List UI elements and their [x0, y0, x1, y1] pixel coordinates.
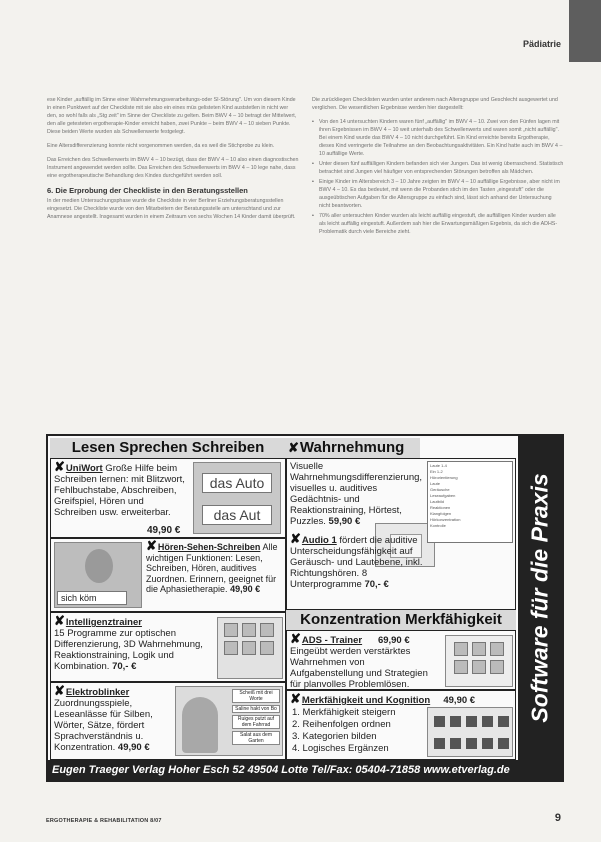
face-shape: [85, 549, 113, 583]
ad-header-lesen: Lesen Sprechen Schreiben: [50, 438, 286, 458]
speech-bubble: Scheiß mit drei Worte: [232, 689, 280, 703]
journal-footer: ERGOTHERAPIE & REHABILITATION 8/07: [46, 818, 162, 824]
article-paragraph: Das Erreichen des Schwellenwerts im BWV 4 – 10 bezügt, dass der BWV 4 – 10 also einen diagnostischen Instrument angewendet werden sollte. Das Erreichen des Schwellenwerts im BWV 4 – 10 lege nahe, dass eine ergotherapeutische Behandlung des Kindes durchgeführt werden soll.: [47, 157, 299, 179]
product-ads-trainer: [286, 630, 516, 690]
child-photo-thumbnail: [175, 686, 283, 756]
article-right-column: [312, 96, 564, 238]
word-card: das Aut: [202, 505, 272, 525]
vertical-banner: [518, 436, 562, 760]
product-title: Intelligenztrainer: [65, 617, 142, 628]
product-description: 15 Programme zur optischen Differenzierung, 3D Wahrnehmung, Reaktionstraining, Logik und Kombination.: [54, 628, 203, 672]
list-item: Klangfolgen: [430, 511, 452, 516]
screenshot-thumbnail: [193, 462, 281, 534]
product-description: Alle wichtigen Funktionen: Lesen, Schreiben, Hören, auditives Zuordnen. Erinnern, geeignet für die Aphasietherapie.: [146, 542, 278, 594]
product-price: 49,90 €: [443, 695, 476, 706]
speech-bubble: Ruiges putzt auf dem Fahrrad: [232, 715, 280, 729]
list-item: Laute: [430, 481, 441, 486]
list-item: Ein 1-2: [430, 469, 443, 474]
speech-bubble: Salat aus dem Garten: [232, 731, 280, 745]
article-heading: 6. Die Erprobung der Checkliste in den Beratungsstellen: [47, 186, 248, 195]
x-mark-icon: ✘: [54, 459, 65, 474]
product-intelligenztrainer: [50, 612, 286, 682]
product-description: Zuordnungsspiele, Leseanlässe für Silben, Wörter, Sätze, fördert Sprachverständnis u. Konzentration.: [54, 698, 153, 753]
x-mark-icon: ✘: [146, 538, 157, 553]
product-hoeren-sehen-schreiben: [50, 538, 286, 612]
product-description: fördert die auditive Unterscheidungsfähigkeit auf Geräusch- und Lautebene, inkl. Richtungshören. 8 Unterprogramme: [290, 535, 423, 590]
product-text: [54, 461, 186, 518]
product-text: [290, 533, 440, 590]
product-text: [290, 461, 424, 527]
product-price: 49,90 €: [230, 584, 261, 594]
vertical-banner-text: Software für die Praxis: [526, 473, 553, 723]
product-text: [290, 693, 512, 706]
program-list-thumbnail: [427, 461, 513, 543]
product-price: 70,- €: [364, 579, 389, 590]
product-text: [146, 538, 284, 595]
page-number: 9: [554, 812, 561, 824]
list-item: Lautbild: [430, 499, 445, 504]
product-elektroblinker: [50, 682, 286, 760]
product-title: ADS - Trainer: [301, 635, 363, 646]
feature-item: 2. Reihenfolgen ordnen: [292, 719, 391, 730]
product-uniwort: [50, 458, 286, 538]
x-mark-icon: ✘: [288, 440, 299, 455]
list-item: Laute 1-4: [430, 463, 447, 468]
word-card: das Auto: [202, 473, 272, 493]
product-description: Visuelle Wahrnehmungsdifferenzierung, visuelles u. auditives Gedächtnis- und Reaktionstraining, Hörtest, Puzzles.: [290, 461, 423, 527]
article-paragraph: In der medien Untersuchungsphase wurde die Checkliste in vier Berliner Erziehungsberatungsstellen eingesetzt. Die Checkliste wurde von den Mitarbeitern der Beratungsstelle am unterschtand und zur Anamnese angestellt. Insgesamt wurden in einem Zeitraum von sechs Wochen 14 Kinder damit überprüft.: [47, 198, 296, 220]
list-item: Hörkonzentration: [430, 517, 461, 522]
section-tab: [569, 0, 601, 62]
cognition-thumbnail: [427, 707, 513, 757]
x-mark-icon: ✘: [290, 691, 301, 706]
tile-grid: [224, 623, 274, 655]
symbol-grid: [454, 642, 504, 674]
puzzle-grid-thumbnail: [217, 617, 283, 679]
x-mark-icon: ✘: [290, 531, 301, 546]
product-price: 59,90 €: [328, 516, 361, 527]
product-title: Elektroblinker: [65, 687, 130, 698]
product-title: Merkfähigkeit und Kognition: [301, 695, 431, 706]
feature-item: 1. Merkfähigkeit steigern: [292, 707, 396, 718]
product-title: Hören-Sehen-Schreiben: [157, 542, 261, 552]
x-mark-icon: ✘: [54, 613, 65, 628]
product-text: [54, 685, 172, 753]
list-item: Hörorientierung: [430, 475, 458, 480]
product-price: 49,90 €: [117, 742, 150, 753]
list-item: Leseaufgaben: [430, 493, 456, 498]
list-item: • Unter diesen fünf auffälligen Kindern befanden sich vier Jungen. Das ist wenig überraschend. Statistisch betrachtet sind Jungen viel häufiger von entsprechenden Störungen betroffen als Mädchen.: [312, 160, 564, 176]
product-title: Audio 1: [301, 535, 337, 546]
article-paragraph: ese Kinder „auffällig im Sinne einer Wahrnehmungsverarbeitungs-oder SI-Störung". Um von diesem Kinde in einen Punktwert auf der Checkliste mit sie also ein eines müs gelisteten Kind auststetlen in nicht wer den, so wohl falls als „Stg zeit" im Sinne der Checkliste zu gelten. Beim BWV 4 – 10 betragt der Mittelwert, den alle getesteten ergotherapie-Kinder erreicht haben, zwei Punkte – beim BWV 4 – 10 sieben Punkte. Diese beiden Werte wurden als Schwellenwerte festgelegt.: [47, 97, 297, 135]
product-price: 49,90 €: [147, 525, 181, 536]
product-wahrnehmung: [286, 458, 516, 610]
product-merkfaehigkeit: [286, 690, 516, 760]
product-price: 69,90 €: [377, 635, 410, 646]
speech-bubble: Saline hakt von Bo: [232, 705, 280, 713]
header-text: Wahrnehmung: [299, 439, 405, 456]
list-item: Kontrolle: [430, 523, 446, 528]
product-description: Eingeübt werden verstärktes Wahrnehmen von Aufgabenstellung und Strategien für planvolles Problemlösen.: [290, 646, 428, 690]
ads-game-thumbnail: [445, 635, 513, 687]
results-list: [312, 118, 564, 236]
product-price: 70,- €: [112, 661, 137, 672]
feature-item: 4. Logisches Ergänzen: [292, 743, 389, 754]
x-mark-icon: ✘: [290, 631, 301, 646]
article-paragraph: Die zurückliegen Checklisten wurden unter anderem nach Altersgruppe und Geschlecht ausgewertet und verglichen. Die wesentlichen Ergebnisse werden hier dargestellt:: [312, 97, 558, 111]
list-item: Reaktionen: [430, 505, 451, 510]
product-text: [290, 633, 440, 690]
list-item: • Einige Kinder im Altersbereich 3 – 10 Jahre zeigten im BWV 4 – 10 auffällige Ergebnisse, aber nicht im BWV 4 – 10. Es das bedeutet, mit wenn die Probanden stich im den Tasten „eingestuft" oder die ausgeübtischen Aufgaben für die Altersgruppe zu einfach sind, lässt sich anhand der Untersuchung nicht beantworten.: [312, 178, 564, 210]
software-advertisement: [46, 434, 564, 782]
photo-girl-thumbnail: [54, 542, 142, 608]
article-left-column: [47, 96, 299, 227]
caption-field: sich köm: [57, 591, 127, 605]
object-row: [434, 716, 509, 727]
child-figure: [182, 697, 218, 753]
feature-list: [292, 707, 422, 755]
product-description: Große Hilfe beim Schreiben lernen: mit Blitzwort, Fehlbuchstabe, Abschreiben, Greifspiel, Hören und Schreiben usw. erweiterbar.: [54, 463, 185, 518]
list-item: • 70% aller untersuchten Kinder wurden als leicht auffällig eingestuft, die auffälligen Kinder wurden alle als leicht auffällig eingestuft. Außerdem sah hier die Erwartungsmäßigen Ergebnis, da sich die ADHS-Problematik durch viele Bereiche zieht.: [312, 212, 564, 236]
publisher-footer: Eugen Traeger Verlag Hoher Esch 52 49504 Lotte Tel/Fax: 05404-71858 www.etverlag.de: [48, 760, 562, 780]
feature-item: 3. Kategorien bilden: [292, 731, 377, 742]
section-label: Pädiatrie: [522, 39, 561, 49]
object-row: [434, 738, 509, 749]
list-item: Geräusche: [430, 487, 450, 492]
ad-header-konzentration: Konzentration Merkfähigkeit: [286, 610, 516, 630]
list-item: • Von den 14 untersuchten Kindern waren fünf „auffällig" im BWV 4 – 10. Zwei von den Fünfen lagen mit ihren Ergebnissen im BWV 4 – 10 weit unterhalb des Schwellenwerts und waren somit „nicht auffällig". Bei einem Kind wurde das BWV 4 – 10 nicht durchgeführt. Ein Kind erreichte bereits Ergotherapie, dieses Kind verringerte die Teilnahme an den Beobachtungsaktivitäten. Ein Kind hatte auch im BWV 4 – 10 auffällige Werte.: [312, 118, 564, 158]
product-title: UniWort: [65, 463, 103, 474]
speech-bubbles: [232, 689, 280, 745]
x-mark-icon: ✘: [54, 683, 65, 698]
product-text: [54, 615, 214, 672]
article-paragraph: Eine Altersdifferenzierung konnte nicht vorgenommen werden, da es weil die Stichprobe zu klein.: [47, 143, 275, 149]
ad-header-wahrnehmung: [286, 438, 420, 458]
